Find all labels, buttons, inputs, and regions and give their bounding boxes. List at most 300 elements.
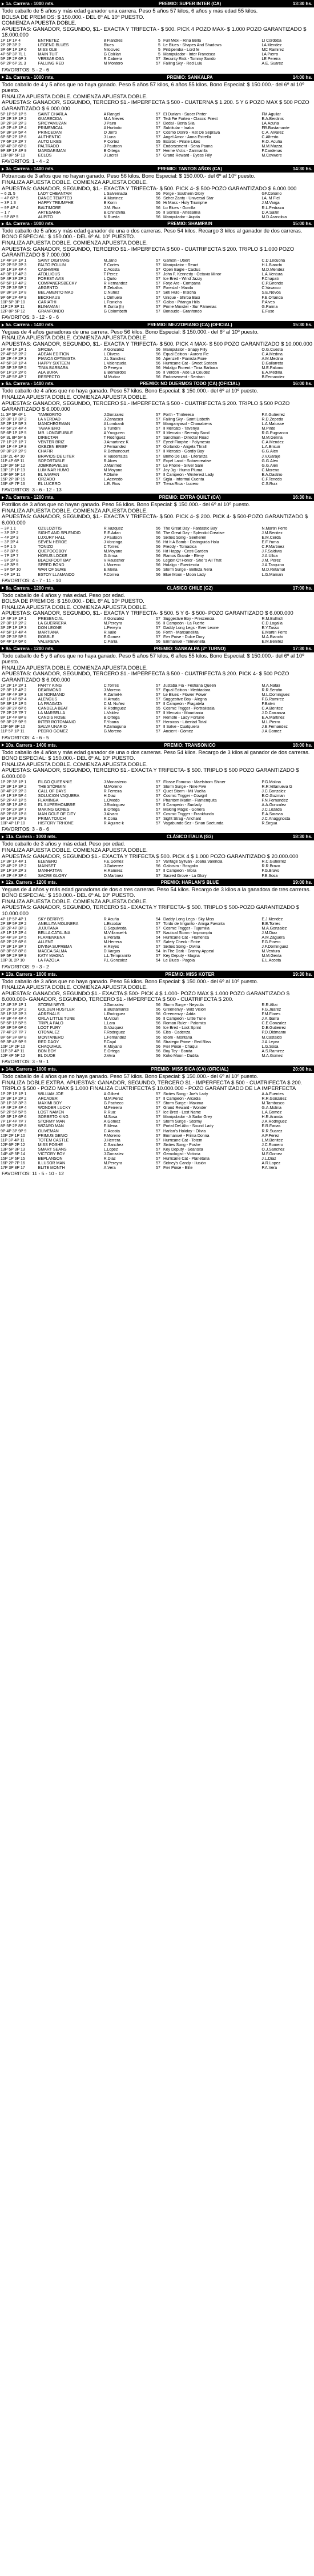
jockey: A.Gomez [103,1120,120,1124]
horse-name: HAPPY SIXTEEN [38,361,70,366]
weight: 57 [156,154,160,158]
race-time: 14:00 hs. [292,74,312,80]
breeding: Sacred Grove - La Glory [163,874,207,878]
breeding: Angel Amor - Anna Estrella [163,135,211,139]
horse-name: VALERENA [38,640,59,644]
race-premio: PREMIO: MEZZOPIANO (CA) (OFICIAL) [147,322,232,327]
entry-row [0,201,314,206]
race-section [0,971,314,1066]
weight: 56 [156,210,160,215]
trainer: R.R.Villanueva G [261,784,292,789]
breeding: Storm Surge - Neysula [163,1003,204,1007]
breeding: Il Mercato - Serenity Sand [163,431,210,436]
jockey: R.Diaz [103,1157,116,1161]
horse-name: OLIVEMAN [38,1129,59,1133]
horse-name: DIRECTAR [38,436,58,440]
horse-name: SMART SEANS [38,1147,67,1152]
breeding: Key Deputy - Magna [163,954,200,959]
condition-line: APUESTAS: GANADOR, SEGUNDO, TERCERO $1.- IMPERFECTA $ 500 - CUATRIFECTA $ 200. TRIPLO $ 500 POZO GARANTIZADO $ 6.000.000 [2,399,290,412]
breeding: Sixties Song - Joe's Lady [163,1092,208,1096]
race-header [0,220,314,227]
past-performance: 1P 1P 1P 4 [1,38,21,43]
weight: 56 [156,640,160,644]
condition-line: FINALIZA APUESTA DOBLE. COMIENZA APUESTA DOBLE. [2,239,148,246]
breeding: Cosmic Trigger - Frankfunda [163,812,214,817]
horse-name: SOLUCION VAQUERA [38,794,79,798]
jockey: F.Ybarra [103,720,119,725]
jockey: F.E.Gomez [103,860,124,864]
breeding: Le Blues - Flower Power [163,692,207,697]
horse-name: VERSARIOSA [38,57,65,62]
favorites-line: FAVORITOS: 3 - 8 - 6 [2,826,49,832]
trainer: E.A.Dastilio [261,472,283,477]
condition-line: Yeguas de 4 años ganadoras de una carrera. Peso 56 kilos. Bono Especial: $ 150.000.- del 6º al 10º puesto. [2,328,259,335]
trainer: R.R.Bravo [261,864,280,869]
breeding: Il Campeón - Mora [163,869,196,874]
jockey: P.L.Gonzalez [103,959,127,963]
breeding: Manganyasol - Chanabiens [163,422,212,426]
horse-name: ESTOY LLAMANDO [38,572,75,577]
race-number [2,586,107,591]
past-performance: 2P 2P 5P 2P 3 [1,263,27,267]
past-performance: 5P 2P 3P 5P 5 [1,635,27,640]
breeding: Hi Mass - Holy Triumphe [163,201,207,206]
jockey: R.Coria [103,817,118,822]
race-number [2,834,107,839]
trainer: M.Pinte [261,426,276,431]
breeding: Remote - Lady Fortune [163,716,204,720]
breeding: Forth - Marcianellita [163,631,199,635]
past-performance: 7P 3P 1P 3P 7 [1,945,27,950]
trainer: A.E. Suarez [261,62,283,66]
breeding: Dedal - Berta Sila [163,121,195,126]
horse-name: MAINSET [38,864,56,869]
breeding: Daddy Long Legs - Ever Leone [163,626,219,631]
weight: 57 [156,417,160,422]
trainer: M.A.Gonzalez [261,926,287,931]
trainer: N.Martin Ferro [261,526,288,531]
entry-row [0,464,314,468]
breeding: Cosmic Trigger - Tujumilla [163,926,210,931]
entry-row [0,725,314,730]
jockey: R Hernandez [103,282,127,286]
breeding: Flosse Fomoso - Maelstrom Shiner [163,780,226,784]
horse-name: ELITE MONTH [38,1166,65,1171]
past-performance: 10P 3L 2P 10 [1,959,25,963]
race-premio: PREMIO: SHAMPAIN [167,221,212,226]
jockey: H.Arruda [103,697,120,702]
horse-name: WONDER LUCKY [38,1106,71,1111]
horse-name: PRIMUS GENIO [38,1133,68,1138]
past-performance: 8P 4P 3P 6P 8 [1,145,27,149]
horse-name: CALL OF DAYS [38,789,67,794]
entry-row [0,1012,314,1017]
trainer: E.L.Acosta [261,959,281,963]
jockey: C Acosta [103,267,120,272]
weight: 57 [156,267,160,272]
entry-row [0,310,314,314]
past-performance: 4P 3P 4P 4P 4 [1,1017,27,1021]
jockey: J.Gutierrez [103,864,123,869]
horse-name: FALTO POLLIN [38,263,66,267]
breeding: Il Mercato - Tavenya [163,426,199,431]
race-number [2,495,107,500]
weight: 56 [156,1012,160,1017]
trainer: D.E.Gutierrez [261,1026,286,1031]
horse-name: OTOÑALEZ [38,1031,60,1035]
entry-row [0,296,314,301]
entry-row [0,803,314,808]
past-performance: 3P 1P 3P 2P 3 [1,1012,27,1017]
past-performance: 8P 5P 2P 8P 8 [1,1124,27,1129]
entry-row [0,554,314,559]
triangle-bullet-icon [2,167,4,171]
weight: 57 [156,635,160,640]
entry-row [0,455,314,459]
entry-row [0,684,314,688]
race-number [2,166,107,171]
entries-table [0,113,314,159]
weight: 56 [156,563,160,568]
past-performance: 9P 3P 2P 9P 9 [1,720,27,725]
entries-table [0,192,314,220]
trainer: E.M.Cerdá [261,535,281,540]
weight: 57 [156,57,160,62]
breeding: Forje Are - Compana [163,282,200,286]
breeding: Eltis - Cadenza [163,1031,191,1035]
triangle-bullet-icon [2,2,4,6]
jockey: M.Pereyra [103,1161,122,1166]
jockey: F.Cajal [103,1040,116,1044]
breeding: Le Blues - Pagola [163,959,195,963]
entry-row [0,559,314,563]
jockey: C.Parra [103,640,118,644]
trainer: G.Parma [261,305,278,309]
weight: 57 [156,817,160,822]
condition-line: FINALIZA APUESTA DOBLE. COMIENZA APUESTA DOBLE. [2,93,148,99]
race-conditions [0,328,314,348]
weight: 57 [156,711,160,716]
weight: 56 [156,1053,160,1058]
weight: 57 [156,126,160,130]
jockey: B.Ortega [103,716,120,720]
favorites-line: FAVORITOS: 9 - 3 - 2 [2,963,49,969]
condition-line: FINALIZA APUESTA DOBLE. COMIENZA APUESTA DOBLE. [2,507,148,514]
trainer: J.D.Carranza [261,711,285,716]
weight: 57 [156,626,160,631]
race-header [0,971,314,978]
entry-row [0,1124,314,1129]
condition-line: COMIENZA APUESTA DOBLE. [2,19,77,26]
jockey: L Valenzuela [103,361,127,366]
past-performance: 6P 2P 2P 6P 6 [1,940,27,945]
horse-name: ARCADER [38,1096,58,1101]
jockey: R Zurita (h) [103,305,124,309]
horse-name: SORBETO KING [38,1115,69,1120]
past-performance: 1P 4P 3P 1P 1 [1,258,27,263]
trainer: M.D.Arancibia [261,215,287,219]
breeding: Storm Surge - Maxima [163,1101,203,1105]
entry-row [0,1134,314,1139]
jockey: L.Escobar [103,922,122,926]
breeding: Il Sorriso - Artesamia [163,210,200,215]
past-performance: 16P 4P 7P 16 [1,482,25,487]
past-performance: 8P 3P 6P 8P 8 [1,950,27,954]
past-performance: 1P 2P 1P 2P 1 [1,683,27,688]
jockey: B.Chinchiña [103,210,126,215]
race-header [0,0,314,7]
horse-name: LE NORMAND [38,692,65,697]
breeding: Cosmic Trigger - Cowgirl [163,794,207,798]
trainer: J.A.Rodriguez [261,1120,287,1124]
race-conditions [0,1073,314,1092]
weight: 57 [156,422,160,426]
entry-row [0,563,314,568]
horse-name: THE STORMIN [38,784,66,789]
race-number [2,646,107,651]
past-performance: 3P 1P 3P 3P 3 [1,1101,27,1105]
horse-name: PIANOA OPTIMISTA [38,356,75,361]
trainer: R.L.Pedraza [261,206,284,210]
breeding: Forestal - Manila [163,286,194,291]
breeding: Il Verdon - Ade La Coudez [163,371,210,375]
weight: 57 [156,812,160,817]
race-time: 17:30 hs. [292,646,312,651]
horse-name: MISS POSHE [38,1143,63,1147]
race-header [0,645,314,652]
race-time: 13:30 hs. [292,1,312,6]
triangle-bullet-icon [2,496,4,499]
trainer: C.Vavasco [261,286,281,291]
entry-row [0,357,314,362]
past-performance: 5P 4P 3P 2P 2 [1,277,27,282]
horse-name: SPICYAMUZAN [38,121,67,126]
trainer: J.M.Benitez [261,531,283,535]
past-performance: 11P 5P 1P 11 [1,730,25,734]
entry-row [0,950,314,954]
past-performance: 9P 8P 1P 4P 9 [1,149,27,154]
past-performance: 5P 3P 3P 5P 4 [1,130,27,135]
race-header [0,380,314,387]
trainer: F.M.Flores [261,1012,280,1017]
race-number-text: 5a. Carrera - 1400 mts. [6,322,55,327]
horse-name: SAINT CHARLA [38,112,67,117]
past-performance: 7P 2P 2P 7P 7 [1,711,27,716]
entry-row [0,959,314,963]
past-performance: 2P 2P 3P 1P 2 [1,117,27,121]
past-performance: 6P 4P 1P 6P 6 [1,640,27,644]
horse-name: OZULOZITIS [38,526,62,531]
entry-row [0,149,314,154]
entry-row [0,459,314,464]
jockey: G Arrua [103,554,118,559]
breeding: Fier Poise - Dulce Dory [163,635,205,640]
weight: 57 [156,117,160,121]
past-performance: 11P 3P 4P 11 [1,1138,25,1143]
breeding: Brilho De Lua - Literariza [163,454,208,459]
entry-row [0,1111,314,1115]
breeding: Ice Bred - Wind Jazzy [163,277,203,282]
condition-line: Todo caballo de 4 años que no haya ganado. Peso 57 kilos. Bono Especial: $ 150.000.- del 6º al 10º puesto. [2,387,259,394]
entry-row [0,1003,314,1008]
condition-line: FINALIZA APUESTA DOBLE. COMIENZA APUESTA DOBLE. [2,847,148,854]
weight: 57 [156,860,160,864]
breeding: Gemologist - Victoria [163,1152,200,1156]
jockey: J.M. Ruiz [103,206,120,210]
horse-name: LA MARSELLA [38,711,66,716]
entry-row [0,874,314,879]
jockey: G Colillari [103,53,121,57]
past-performance: 9P 1P 3P 2P 9 [1,817,27,822]
entry-row [0,1017,314,1021]
condition-line: FINALIZA APUESTA DOBLE. COMIENZA APUESTA DOBLE. [2,603,148,610]
race-number [2,1067,107,1072]
past-performance: 7P 5P 2P 3P 7 [1,808,27,812]
entry-row [0,808,314,812]
weight: 56 [156,622,160,626]
horse-name: ENTRETEZ [38,38,59,43]
race-conditions [0,7,314,39]
trainer: M.A.Natali [261,683,280,688]
past-performance: 8P 1P 4P 8P 8 [1,716,27,720]
entry-row [0,1049,314,1054]
horse-name: DON LEONE [38,626,62,631]
past-performance: 5P 3P 3P 5P 5 [1,366,27,371]
jockey: L Moreno [103,563,120,568]
jockey: F Cortes [103,263,119,267]
weight: 56 [156,371,160,375]
jockey: L.Valdez [103,711,119,716]
condition-line: FINALIZA APUESTA DOBLE. COMIENZA APUESTA DOBLE. [2,393,148,400]
weight: 57 [156,1161,160,1166]
condition-line: Todo caballo de 4 años y más edad ganador de una o dos carreras. Peso 54 kilos. Recargo de 3 kilos al ganador de dos carreras. [2,748,310,755]
horse-name: MR. LONGIFUBILE [38,431,73,436]
race-header [0,1065,314,1073]
entry-row [0,817,314,822]
entry-row [0,371,314,375]
breeding: Gamón - Ubert [163,258,190,263]
trainer: G.G.Alen [261,463,279,468]
condition-line: Todo caballo de 5 años y más edad ganador de una o dos carreras. Peso 54 kilos. Recargo 3 kilos al ganador de dos carreras. [2,227,303,234]
past-performance: 12P 6P 2P 12 [1,1143,25,1147]
trainer: J.F.Dominguez [261,945,288,950]
weight: 57 [156,702,160,706]
weight: 56 [156,356,160,361]
trainer: C.A. Alvarez [261,130,284,135]
race-number [2,322,107,327]
jockey: A.Martinez [103,197,123,201]
weight: 57 [156,725,160,730]
breeding: Boy Toy - Bonita [163,1049,192,1053]
past-performance: 14P 6P 5P 14 [1,472,25,477]
weight: 57 [156,784,160,789]
weight: 57 [156,1138,160,1143]
weight: 57 [156,874,160,878]
breeding: Strategic Prime - Red Bliss [163,1040,211,1044]
trainer: M.F.Gomez [261,1152,283,1156]
weight: 5 [158,38,160,43]
horse-name: GOLDEN HUSTLER [38,1007,75,1012]
trainer: M.M.Genta [261,954,281,959]
horse-name: TONIZO [38,544,53,549]
jockey: M.Moreno [103,784,122,789]
weight: 57 [156,803,160,807]
trainer: E.A.Martinez [261,716,285,720]
past-performance: 9P 6P 2P 4P 9 [1,295,27,300]
breeding: Exorbit - Pirate Likes [163,140,200,145]
horse-name: HISTORY TRHONE [38,822,74,826]
trainer: E.E.Torres [261,922,280,926]
weight: 57 [156,1096,160,1101]
race-time: 19:30 hs. [292,971,312,977]
horse-name: LA PAZOLA [38,959,59,963]
race-header [0,494,314,501]
trainer: M.Covwere [261,154,282,158]
weight: 57 [156,445,160,450]
race-time: 16:00 hs. [292,381,312,387]
trainer: R.R.Altai [261,1003,277,1007]
weight: 57 [156,286,160,291]
weight: 56 [156,361,160,366]
jockey: E.Mena [103,568,118,572]
weight: 57 [156,808,160,812]
breeding: Hurricane Cat - Sweet Sixteen [163,361,218,366]
entry-row [0,145,314,149]
entry-row [0,348,314,352]
entries-table [0,860,314,878]
weight: 57 [156,295,160,300]
trainer: C.Moreno [261,468,280,472]
jockey: M.Pereyra [103,622,122,626]
entry-row [0,1106,314,1111]
horse-name: ALLENT [38,940,54,945]
past-performance: 2P 3P 1P 3P 2 [1,417,27,422]
race-number-text: 13a. Carrera - 1000 mts. [6,971,57,977]
weight: 57 [156,1111,160,1115]
breeding: Unique - Shirba Basi [163,295,200,300]
entry-row [0,1157,314,1161]
jockey: 8 Flandres [103,38,123,43]
horse-name: RESPECTO [38,375,61,380]
weight: 57 [156,922,160,926]
race-premio: PREMIO: TRANSONICO [164,742,216,748]
trainer: C.S.Ruiz [261,482,277,487]
breeding: Ancient - Gómez [163,730,194,734]
jockey: J Lacrel [103,154,118,158]
jockey: R.Acuña [103,917,119,922]
jockey: L Olivera [103,352,120,356]
breeding: Quiet Storm - Mil Vuelta [163,789,206,794]
trainer: P.D.Oldmanni [261,1031,286,1035]
trainer: M.Castaldo [261,1035,282,1040]
weight: 56 [156,201,160,206]
race-premio: PREMIO: SANKALPA (2º TURNO) [154,646,226,651]
race-header [0,584,314,592]
jockey: J Vorzinga [103,540,123,544]
entry-row [0,785,314,790]
horse-name: VENTER BRIZ [38,440,65,445]
past-performance: 2P 4P 2P 1P 2 [1,864,27,869]
breeding: Storm Surge - Stormy [163,1120,202,1124]
trainer: J.L.Diaz [261,1157,276,1161]
past-performance: 4P 4P 2P 4P 4 [1,1106,27,1111]
weight: 56 [156,1044,160,1049]
triangle-bullet-icon [2,835,4,839]
race-premio: PREMIO: NO DUERMOS TODO (CA) (OFICIAL) [139,381,240,387]
weight: 57 [156,683,160,688]
past-performance: 12P 3P 6P 12 [1,463,25,468]
jockey: A Lombardi [103,422,124,426]
